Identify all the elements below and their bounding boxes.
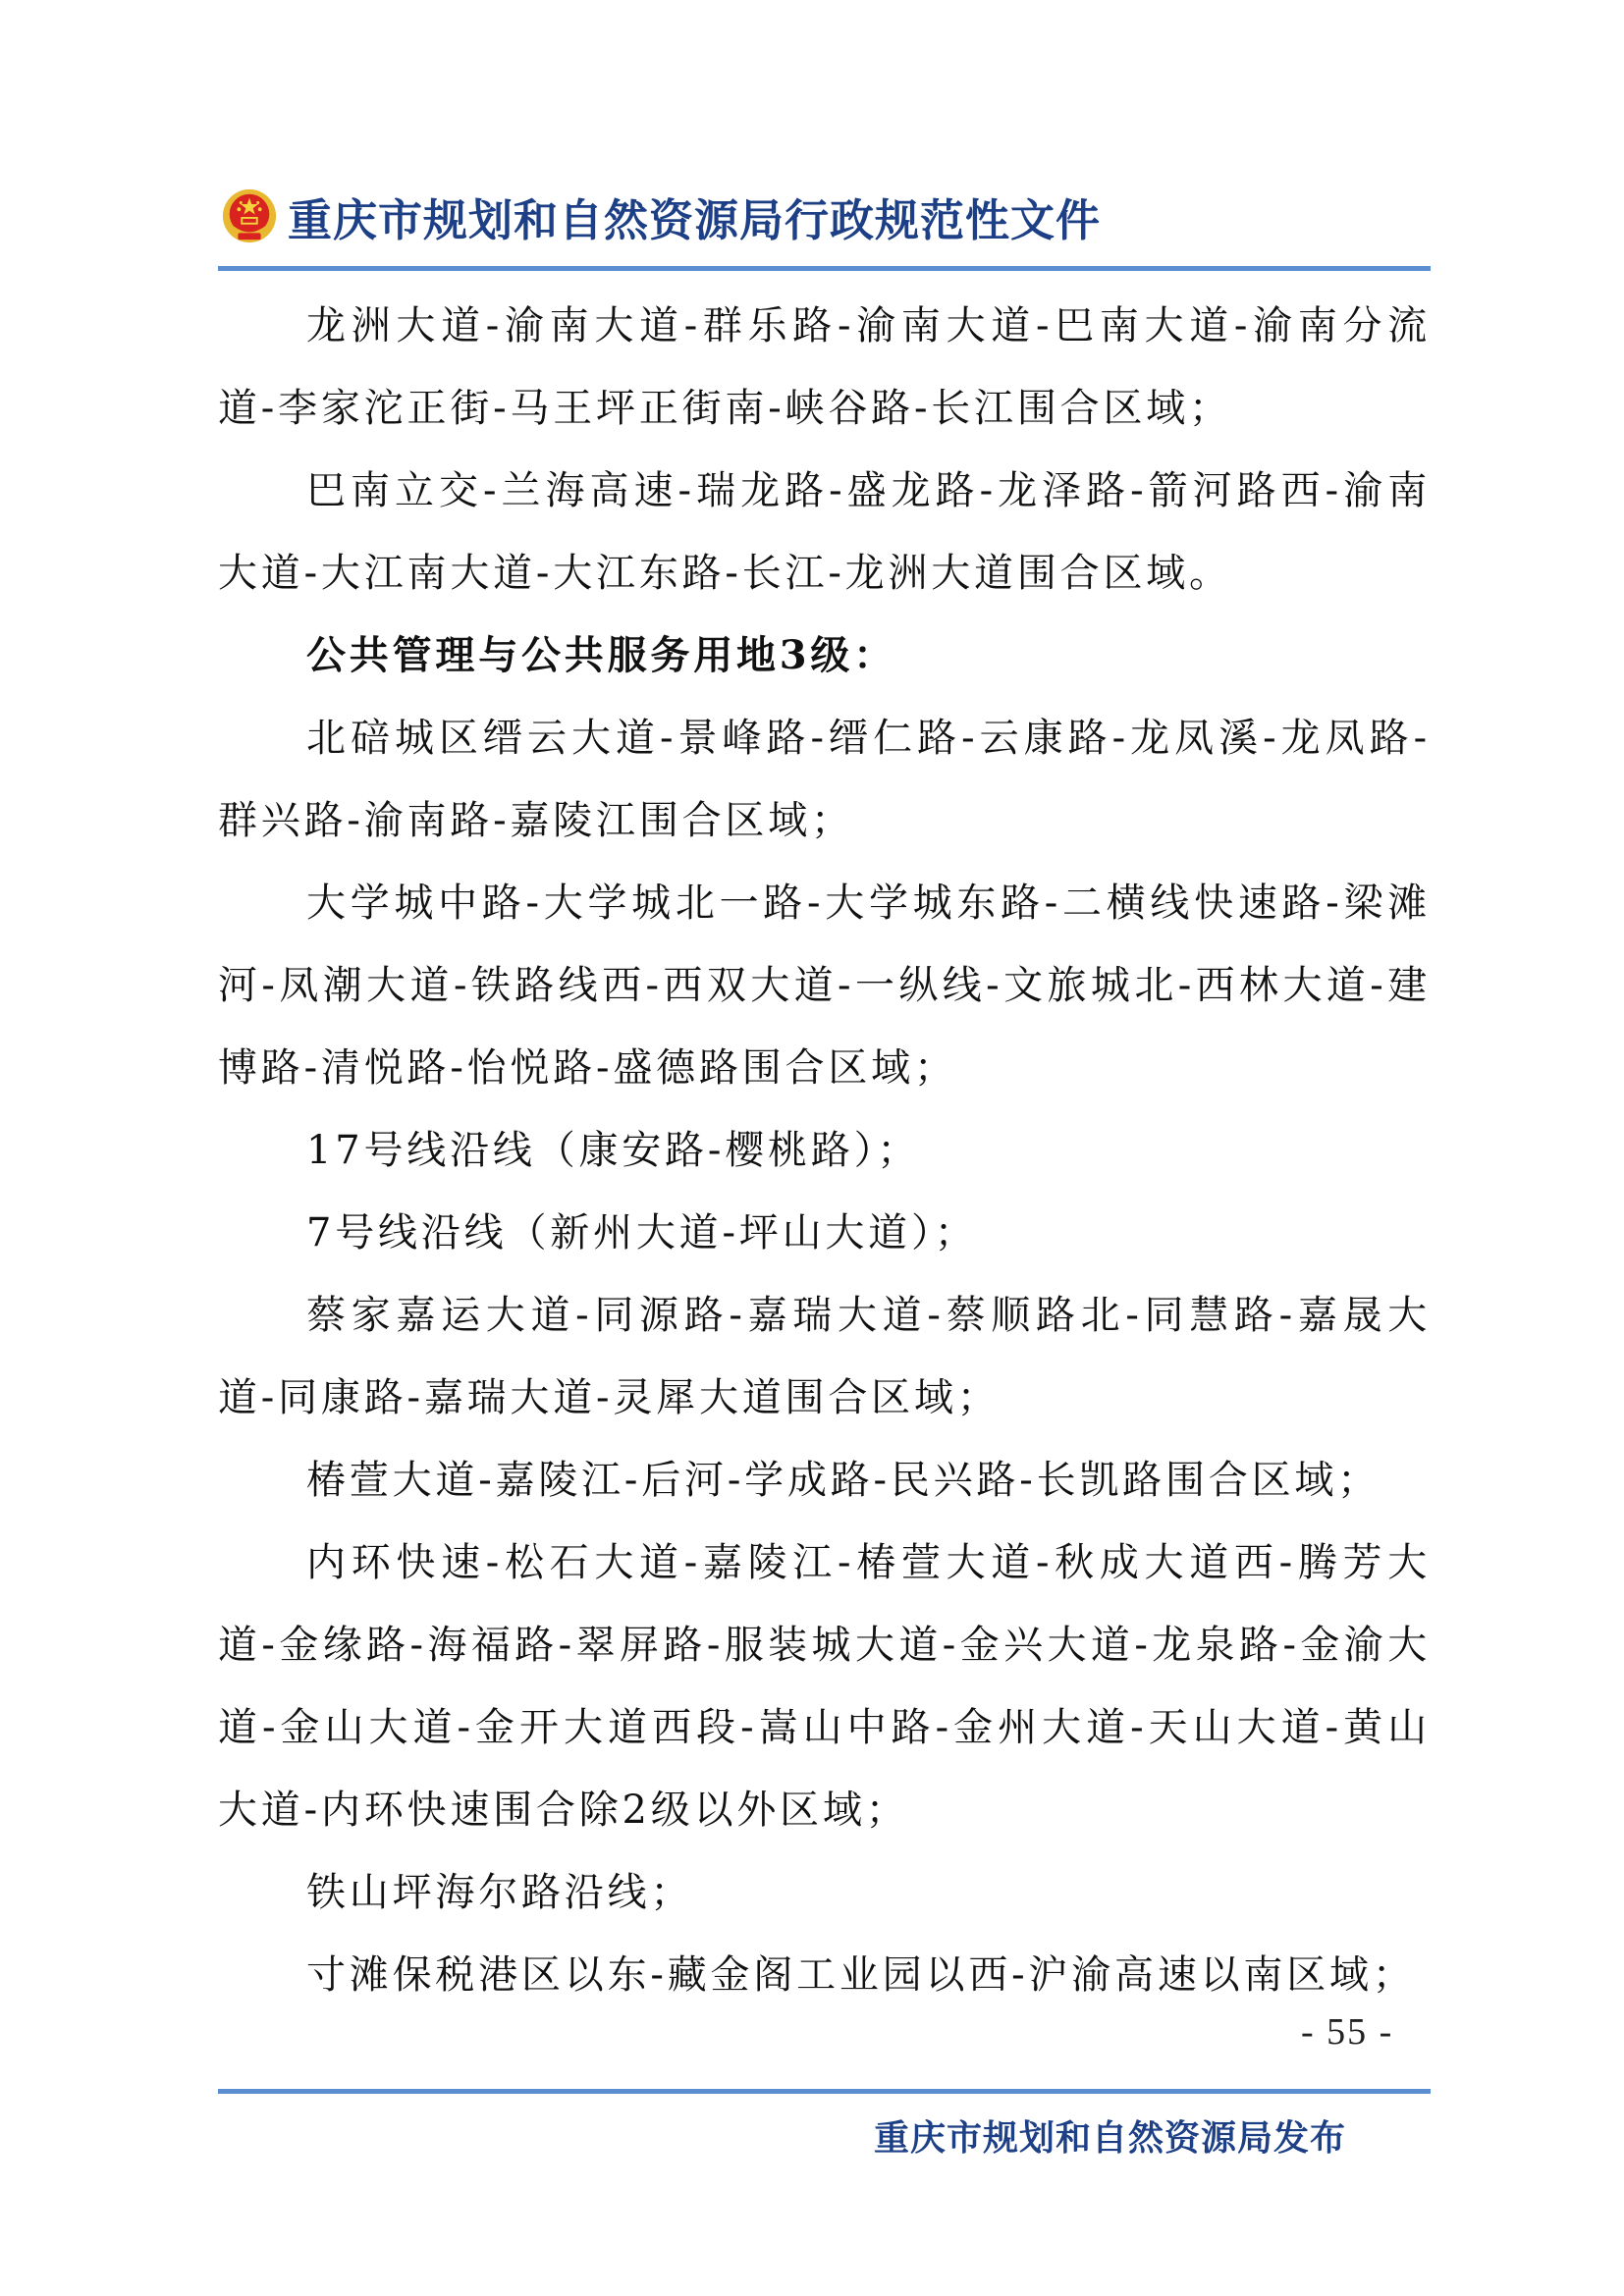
paragraph: 内环快速-松石大道-嘉陵江-椿萱大道-秋成大道西-腾芳大道-金缘路-海福路-翠屏路-服装城大道-金兴大道-龙泉路-金渝大道-金山大道-金开大道西段-嵩山中路-金州大道-天山大道-黄山大道-内环快速围合除2级以外区域；: [218, 1540, 1431, 1833]
paragraph: 蔡家嘉运大道-同源路-嘉瑞大道-蔡顺路北-同慧路-嘉晟大道-同康路-嘉瑞大道-灵犀大道围合区域；: [218, 1293, 1431, 1420]
paragraph: 北碚城区缙云大道-景峰路-缙仁路-云康路-龙凤溪-龙凤路-群兴路-渝南路-嘉陵江围合区域；: [218, 716, 1431, 843]
paragraph: 寸滩保税港区以东-藏金阁工业园以西-沪渝高速以南区域；: [306, 1952, 1416, 1998]
footer-divider: [218, 2089, 1431, 2094]
section-heading: 公共管理与公共服务用地3级：: [306, 632, 897, 678]
page-number: - 55 -: [1301, 2011, 1394, 2053]
paragraph: 17号线沿线（康安路-樱桃路）；: [306, 1128, 921, 1173]
document-body: [218, 285, 1431, 2016]
paragraph: 7号线沿线（新州大道-坪山大道）；: [306, 1210, 978, 1255]
header-divider: [218, 266, 1431, 271]
document-header: [221, 185, 1101, 247]
header-title: 重庆市规划和自然资源局行政规范性文件: [288, 193, 1102, 246]
national-emblem-icon: [221, 187, 278, 244]
paragraph: 大学城中路-大学城北一路-大学城东路-二横线快速路-梁滩河-凤潮大道-铁路线西-西双大道-一纵线-文旅城北-西林大道-建博路-清悦路-怡悦路-盛德路围合区域；: [218, 881, 1431, 1091]
footer-publisher: 重庆市规划和自然资源局发布: [874, 2118, 1347, 2159]
paragraph: 巴南立交-兰海高速-瑞龙路-盛龙路-龙泽路-箭河路西-渝南大道-大江南大道-大江东路-长江-龙洲大道围合区域。: [218, 468, 1431, 596]
paragraph: 铁山坪海尔路沿线；: [306, 1870, 694, 1915]
paragraph: 龙洲大道-渝南大道-群乐路-渝南大道-巴南大道-渝南分流道-李家沱正街-马王坪正街南-峡谷路-长江围合区域；: [218, 303, 1431, 431]
paragraph: 椿萱大道-嘉陵江-后河-学成路-民兴路-长凯路围合区域；: [306, 1458, 1380, 1503]
